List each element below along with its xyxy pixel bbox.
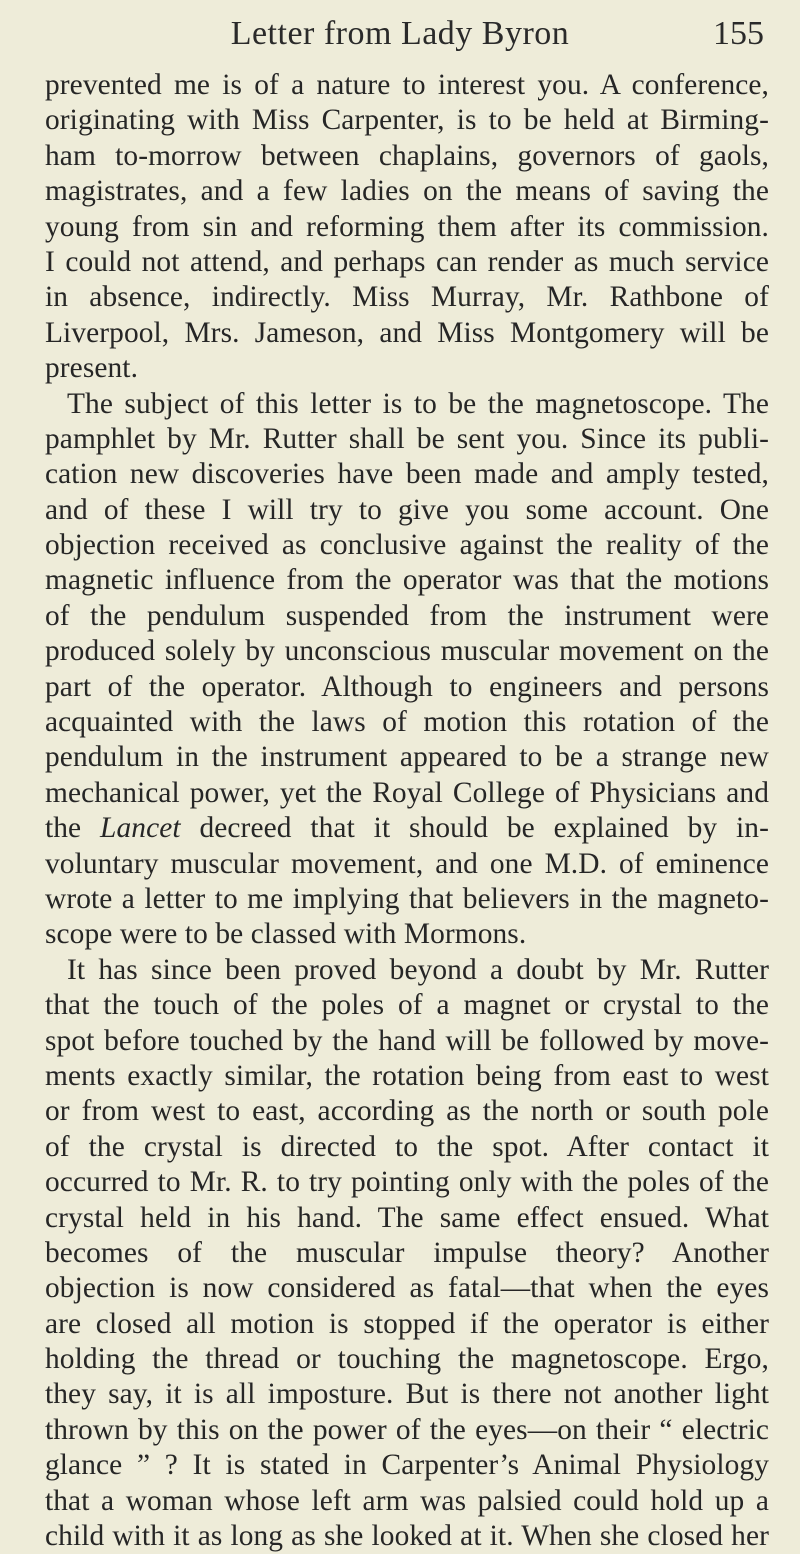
text-line-italic-lancet — [45, 811, 769, 846]
text-line: occurred to Mr. R. to try pointing only with the poles of the — [45, 1166, 769, 1199]
text-line: young from sin and reforming them after its commission. — [45, 210, 769, 243]
page-number: 155 — [713, 15, 764, 52]
text-line: pendulum in the instrument appeared to be a strange new — [45, 741, 769, 774]
text-line: present. — [45, 352, 139, 385]
running-title: Letter from Lady Byron — [230, 15, 570, 52]
text-line: of the crystal is directed to the spot. After contact it — [45, 1130, 769, 1163]
text-line: of the pendulum suspended from the instrument were — [45, 599, 769, 632]
text-line: or from west to east, according as the north or south pole — [45, 1095, 769, 1128]
body-text — [45, 68, 769, 1554]
text-line: cation new discoveries have been made and amply tested, — [45, 458, 769, 491]
text-line: wrote a letter to me implying that believers in the magneto- — [45, 882, 769, 915]
text-line: and of these I will try to give you some account. One — [45, 493, 769, 526]
text-line: originating with Miss Carpenter, is to be held at Birming- — [45, 104, 769, 137]
italic-title-lancet: Lancet — [100, 812, 181, 845]
text-line: that a woman whose left arm was palsied could hold up a — [45, 1484, 769, 1517]
text-line: child with it as long as she looked at it. When she closed her — [45, 1520, 769, 1553]
text-line: spot before touched by the hand will be followed by move- — [45, 1024, 769, 1057]
text-line: I could not attend, and perhaps can render as much service — [45, 245, 769, 278]
text-line: thrown by this on the power of the eyes—on their “ electric — [45, 1413, 769, 1446]
text-line: are closed all motion is stopped if the operator is either — [45, 1307, 769, 1340]
text-line: The subject of this letter is to be the magnetoscope. The — [67, 387, 769, 420]
text-line: holding the thread or touching the magnetoscope. Ergo, — [45, 1343, 769, 1376]
text-line: scope were to be classed with Mormons. — [45, 918, 527, 951]
text-line: magistrates, and a few ladies on the means of saving the — [45, 175, 769, 208]
text-line: voluntary muscular movement, and one M.D. of eminence — [45, 847, 769, 880]
text-line: part of the operator. Although to engineers and persons — [45, 670, 769, 703]
text-line: they say, it is all imposture. But is there not another light — [45, 1378, 769, 1411]
text-line: ham to-morrow between chaplains, governors of gaols, — [45, 139, 769, 172]
text-line: pamphlet by Mr. Rutter shall be sent you. Since its publi- — [45, 422, 769, 455]
text-line: Liverpool, Mrs. Jameson, and Miss Montgomery will be — [45, 316, 769, 349]
text-line: in absence, indirectly. Miss Murray, Mr. Rathbone of — [45, 281, 769, 314]
text-line: glance ” ? It is stated in Carpenter’s Animal Physiology — [45, 1449, 769, 1482]
text-line: objection is now considered as fatal—that when the eyes — [45, 1272, 769, 1305]
text-line: mechanical power, yet the Royal College of Physicians and — [45, 776, 769, 809]
text-line: becomes of the muscular impulse theory? Another — [45, 1236, 769, 1269]
page-header — [0, 14, 800, 54]
text-line: objection received as conclusive against the reality of the — [45, 529, 769, 562]
text-segment: the — [45, 812, 101, 845]
text-line: prevented me is of a nature to interest you. A conference, — [45, 69, 769, 101]
text-segment: decreed that it should be explained by in- — [180, 812, 769, 845]
text-line: produced solely by unconscious muscular movement on the — [45, 635, 769, 668]
text-line: magnetic influence from the operator was that the motions — [45, 564, 769, 597]
text-line: that the touch of the poles of a magnet or crystal to the — [45, 989, 769, 1022]
text-line: It has since been proved beyond a doubt by Mr. Rutter — [67, 953, 769, 986]
text-line: acquainted with the laws of motion this rotation of the — [45, 706, 769, 739]
text-line: ments exactly similar, the rotation being from east to west — [45, 1059, 769, 1092]
text-line: crystal held in his hand. The same effect ensued. What — [45, 1201, 769, 1234]
